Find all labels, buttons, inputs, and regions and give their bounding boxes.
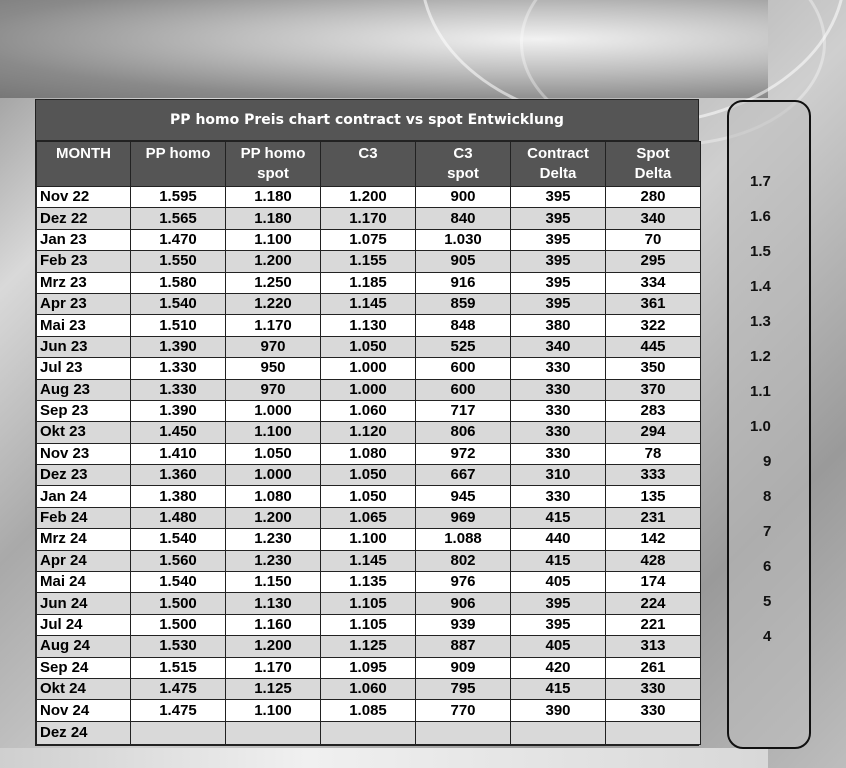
table-row [37, 358, 701, 379]
value-cell: 1.540 [131, 293, 226, 314]
value-cell: 1.085 [321, 700, 416, 721]
table-row [37, 657, 701, 678]
value-cell: 1.480 [131, 507, 226, 528]
value-cell: 395 [511, 272, 606, 293]
value-cell: 1.390 [131, 336, 226, 357]
value-cell: 945 [416, 486, 511, 507]
value-cell: 350 [606, 358, 701, 379]
side-axis-label: 1.5 [750, 243, 771, 260]
month-cell: Dez 24 [37, 721, 131, 744]
value-cell: 231 [606, 507, 701, 528]
value-cell: 905 [416, 251, 511, 272]
value-cell: 395 [511, 614, 606, 635]
value-cell: 1.540 [131, 529, 226, 550]
month-cell: Mai 24 [37, 572, 131, 593]
table-row [37, 400, 701, 421]
month-cell: Feb 24 [37, 507, 131, 528]
value-cell: 415 [511, 550, 606, 571]
month-cell: Okt 23 [37, 422, 131, 443]
value-cell: 950 [226, 358, 321, 379]
column-header: C3 [321, 142, 416, 187]
value-cell: 667 [416, 465, 511, 486]
column-header: MONTH [37, 142, 131, 187]
side-axis-label: 1.2 [750, 348, 771, 365]
table-row [37, 336, 701, 357]
month-cell: Jul 24 [37, 614, 131, 635]
value-cell: 976 [416, 572, 511, 593]
value-cell [511, 721, 606, 744]
value-cell: 1.000 [321, 379, 416, 400]
value-cell: 1.080 [321, 443, 416, 464]
background-bottom [0, 748, 768, 768]
value-cell: 395 [511, 251, 606, 272]
table-row [37, 443, 701, 464]
value-cell: 1.180 [226, 187, 321, 208]
value-cell: 1.050 [321, 465, 416, 486]
value-cell: 1.330 [131, 358, 226, 379]
side-axis-label: 4 [763, 628, 772, 645]
value-cell: 909 [416, 657, 511, 678]
value-cell: 1.200 [321, 187, 416, 208]
value-cell: 70 [606, 229, 701, 250]
table-row [37, 486, 701, 507]
price-grid [36, 141, 701, 745]
value-cell: 1.515 [131, 657, 226, 678]
value-cell: 970 [226, 379, 321, 400]
value-cell: 334 [606, 272, 701, 293]
value-cell: 859 [416, 293, 511, 314]
value-cell: 1.580 [131, 272, 226, 293]
month-cell: Nov 23 [37, 443, 131, 464]
value-cell: 1.105 [321, 614, 416, 635]
value-cell: 330 [606, 700, 701, 721]
value-cell: 283 [606, 400, 701, 421]
month-cell: Mrz 23 [37, 272, 131, 293]
value-cell: 280 [606, 187, 701, 208]
table-row [37, 229, 701, 250]
value-cell: 1.095 [321, 657, 416, 678]
table-row [37, 593, 701, 614]
month-cell: Jan 24 [37, 486, 131, 507]
value-cell: 135 [606, 486, 701, 507]
table-row [37, 721, 701, 744]
header-row [37, 142, 701, 187]
table-row [37, 465, 701, 486]
value-cell: 600 [416, 379, 511, 400]
value-cell [321, 721, 416, 744]
value-cell: 1.170 [226, 315, 321, 336]
value-cell: 1.030 [416, 229, 511, 250]
side-axis-label: 6 [763, 558, 772, 575]
value-cell: 1.500 [131, 593, 226, 614]
value-cell: 415 [511, 507, 606, 528]
month-cell: Nov 24 [37, 700, 131, 721]
value-cell: 221 [606, 614, 701, 635]
table-row [37, 614, 701, 635]
month-cell: Dez 22 [37, 208, 131, 229]
value-cell: 1.475 [131, 700, 226, 721]
column-header: C3 spot [416, 142, 511, 187]
value-cell: 1.230 [226, 550, 321, 571]
side-axis-label: 1.4 [750, 278, 771, 295]
value-cell: 1.160 [226, 614, 321, 635]
table-row [37, 315, 701, 336]
table-row [37, 507, 701, 528]
value-cell: 795 [416, 678, 511, 699]
value-cell: 969 [416, 507, 511, 528]
value-cell: 1.510 [131, 315, 226, 336]
month-cell: Okt 24 [37, 678, 131, 699]
value-cell: 1.130 [226, 593, 321, 614]
value-cell: 1.470 [131, 229, 226, 250]
side-axis-label: 1.0 [750, 418, 771, 435]
table-row [37, 636, 701, 657]
value-cell: 142 [606, 529, 701, 550]
value-cell: 1.065 [321, 507, 416, 528]
month-cell: Dez 23 [37, 465, 131, 486]
value-cell: 380 [511, 315, 606, 336]
value-cell: 340 [606, 208, 701, 229]
value-cell: 330 [511, 400, 606, 421]
value-cell: 887 [416, 636, 511, 657]
value-cell: 295 [606, 251, 701, 272]
month-cell: Feb 23 [37, 251, 131, 272]
value-cell: 1.125 [226, 678, 321, 699]
month-cell: Aug 23 [37, 379, 131, 400]
value-cell: 939 [416, 614, 511, 635]
value-cell: 1.075 [321, 229, 416, 250]
table-row [37, 678, 701, 699]
value-cell: 1.120 [321, 422, 416, 443]
month-cell: Jun 23 [37, 336, 131, 357]
value-cell: 405 [511, 636, 606, 657]
value-cell: 1.410 [131, 443, 226, 464]
value-cell: 1.100 [321, 529, 416, 550]
value-cell: 310 [511, 465, 606, 486]
column-header: Contract Delta [511, 142, 606, 187]
value-cell: 1.185 [321, 272, 416, 293]
value-cell: 1.000 [321, 358, 416, 379]
table-row [37, 251, 701, 272]
value-cell: 1.100 [226, 700, 321, 721]
value-cell: 1.050 [226, 443, 321, 464]
value-cell: 224 [606, 593, 701, 614]
value-cell: 1.060 [321, 678, 416, 699]
value-cell: 361 [606, 293, 701, 314]
month-cell: Mai 23 [37, 315, 131, 336]
value-cell: 1.550 [131, 251, 226, 272]
value-cell: 1.170 [321, 208, 416, 229]
side-axis-label: 1.3 [750, 313, 771, 330]
table-row [37, 187, 701, 208]
value-cell: 1.100 [226, 229, 321, 250]
table-row [37, 700, 701, 721]
value-cell [226, 721, 321, 744]
value-cell: 330 [606, 678, 701, 699]
value-cell [606, 721, 701, 744]
month-cell: Sep 23 [37, 400, 131, 421]
value-cell: 1.145 [321, 550, 416, 571]
value-cell: 1.390 [131, 400, 226, 421]
month-cell: Aug 24 [37, 636, 131, 657]
month-cell: Sep 24 [37, 657, 131, 678]
value-cell: 1.050 [321, 336, 416, 357]
value-cell: 313 [606, 636, 701, 657]
month-cell: Nov 22 [37, 187, 131, 208]
value-cell: 970 [226, 336, 321, 357]
value-cell: 1.560 [131, 550, 226, 571]
value-cell: 415 [511, 678, 606, 699]
value-cell: 1.130 [321, 315, 416, 336]
value-cell: 333 [606, 465, 701, 486]
side-axis-label: 7 [763, 523, 772, 540]
side-axis-label: 1.1 [750, 383, 771, 400]
value-cell: 261 [606, 657, 701, 678]
side-axis-label: 1.6 [750, 208, 771, 225]
table-row [37, 293, 701, 314]
month-cell: Jul 23 [37, 358, 131, 379]
value-cell: 1.200 [226, 636, 321, 657]
value-cell: 294 [606, 422, 701, 443]
value-cell: 1.220 [226, 293, 321, 314]
value-cell: 1.500 [131, 614, 226, 635]
value-cell: 916 [416, 272, 511, 293]
value-cell [416, 721, 511, 744]
value-cell: 1.180 [226, 208, 321, 229]
value-cell: 445 [606, 336, 701, 357]
value-cell: 1.200 [226, 251, 321, 272]
value-cell: 1.200 [226, 507, 321, 528]
value-cell: 340 [511, 336, 606, 357]
side-axis-label: 1.7 [750, 173, 771, 190]
value-cell: 1.565 [131, 208, 226, 229]
value-cell: 390 [511, 700, 606, 721]
table-row [37, 550, 701, 571]
value-cell: 1.380 [131, 486, 226, 507]
table-body [37, 187, 701, 745]
table-title: PP homo Preis chart contract vs spot Entwicklung [36, 100, 698, 141]
value-cell: 395 [511, 593, 606, 614]
value-cell: 1.155 [321, 251, 416, 272]
value-cell: 1.540 [131, 572, 226, 593]
value-cell: 600 [416, 358, 511, 379]
value-cell: 1.050 [321, 486, 416, 507]
value-cell: 525 [416, 336, 511, 357]
value-cell: 848 [416, 315, 511, 336]
value-cell: 330 [511, 358, 606, 379]
value-cell: 1.595 [131, 187, 226, 208]
table-row [37, 422, 701, 443]
value-cell: 395 [511, 187, 606, 208]
value-cell: 440 [511, 529, 606, 550]
month-cell: Jun 24 [37, 593, 131, 614]
value-cell: 330 [511, 443, 606, 464]
value-cell: 1.000 [226, 400, 321, 421]
value-cell: 1.475 [131, 678, 226, 699]
value-cell: 1.230 [226, 529, 321, 550]
value-cell: 428 [606, 550, 701, 571]
value-cell: 906 [416, 593, 511, 614]
value-cell: 1.080 [226, 486, 321, 507]
column-header: PP homo spot [226, 142, 321, 187]
month-cell: Apr 24 [37, 550, 131, 571]
value-cell: 1.088 [416, 529, 511, 550]
table-row [37, 379, 701, 400]
value-cell: 330 [511, 486, 606, 507]
value-cell: 1.060 [321, 400, 416, 421]
value-cell: 1.360 [131, 465, 226, 486]
side-axis-label: 9 [763, 453, 772, 470]
value-cell: 717 [416, 400, 511, 421]
value-cell: 770 [416, 700, 511, 721]
value-cell: 1.000 [226, 465, 321, 486]
value-cell: 802 [416, 550, 511, 571]
table-row [37, 208, 701, 229]
value-cell: 395 [511, 229, 606, 250]
value-cell: 322 [606, 315, 701, 336]
value-cell: 1.105 [321, 593, 416, 614]
value-cell: 174 [606, 572, 701, 593]
value-cell: 420 [511, 657, 606, 678]
value-cell: 1.250 [226, 272, 321, 293]
value-cell: 78 [606, 443, 701, 464]
value-cell: 1.330 [131, 379, 226, 400]
value-cell: 1.150 [226, 572, 321, 593]
value-cell [131, 721, 226, 744]
price-table [35, 99, 699, 746]
value-cell: 405 [511, 572, 606, 593]
value-cell: 330 [511, 379, 606, 400]
value-cell: 395 [511, 293, 606, 314]
column-header: PP homo [131, 142, 226, 187]
month-cell: Jan 23 [37, 229, 131, 250]
value-cell: 1.145 [321, 293, 416, 314]
value-cell: 1.170 [226, 657, 321, 678]
value-cell: 900 [416, 187, 511, 208]
month-cell: Apr 23 [37, 293, 131, 314]
value-cell: 840 [416, 208, 511, 229]
value-cell: 1.100 [226, 422, 321, 443]
value-cell: 330 [511, 422, 606, 443]
value-cell: 1.135 [321, 572, 416, 593]
value-cell: 1.450 [131, 422, 226, 443]
value-cell: 395 [511, 208, 606, 229]
value-cell: 370 [606, 379, 701, 400]
value-cell: 1.125 [321, 636, 416, 657]
side-axis-label: 5 [763, 593, 772, 610]
value-cell: 972 [416, 443, 511, 464]
column-header: Spot Delta [606, 142, 701, 187]
value-cell: 1.530 [131, 636, 226, 657]
table-row [37, 529, 701, 550]
table-row [37, 572, 701, 593]
side-axis-label: 8 [763, 488, 772, 505]
value-cell: 806 [416, 422, 511, 443]
table-row [37, 272, 701, 293]
month-cell: Mrz 24 [37, 529, 131, 550]
